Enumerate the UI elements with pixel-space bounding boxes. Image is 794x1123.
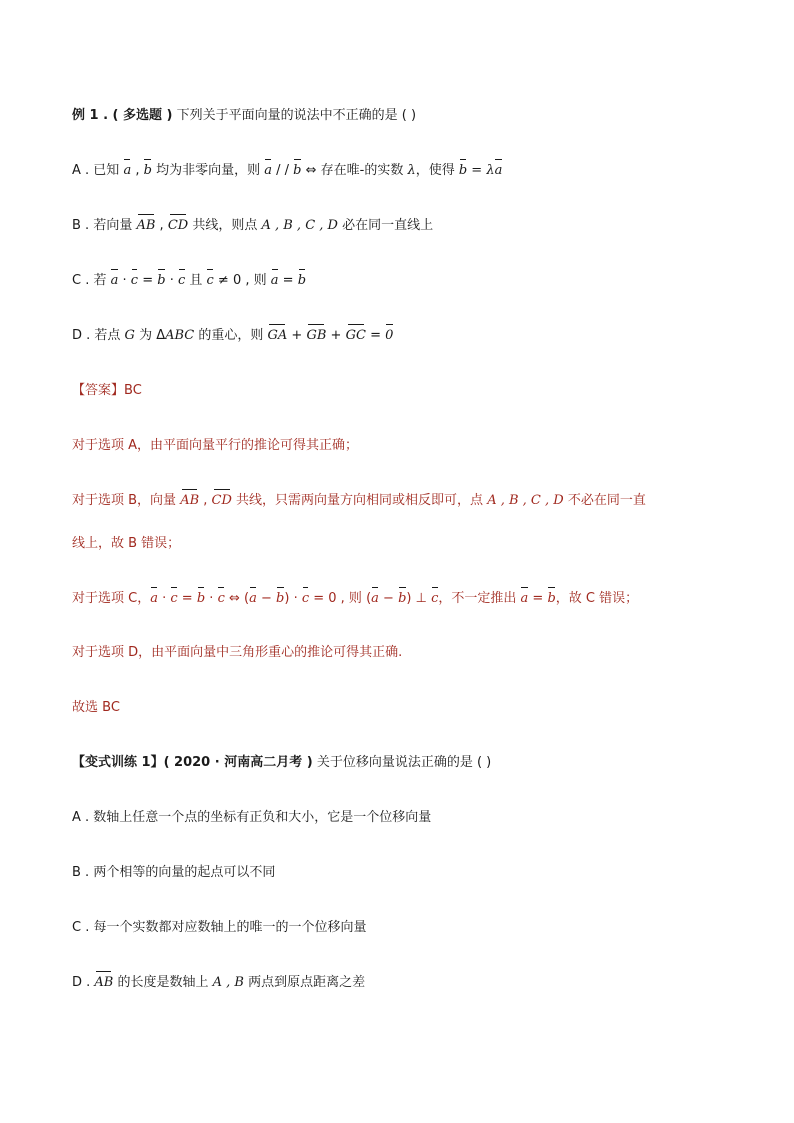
vector-c: c (301, 591, 310, 606)
vector-a: a (249, 591, 257, 606)
dot-operator: · (165, 273, 178, 288)
vector-c: c (177, 273, 186, 288)
vector-b: b (398, 591, 407, 606)
vector-c: c (206, 273, 214, 288)
vector-b: b (276, 591, 285, 606)
vector-a: a (123, 163, 132, 178)
vector-b: b (458, 163, 468, 178)
vector-b: b (293, 163, 302, 178)
zero-vector: 0 (385, 328, 394, 343)
explanation-b-text: 共线，只需两向量方向相同或相反即可，点 (231, 493, 488, 508)
plus-sign: + (326, 328, 346, 343)
option-c (72, 272, 306, 290)
point-g: G (124, 328, 135, 343)
practice-option-b: B . 两个相等的向量的起点可以不同 (72, 865, 276, 880)
example-label: 例 1 . ( 多选题 ) (72, 108, 173, 123)
vector-a: a (270, 273, 279, 288)
option-a-text: = λ (467, 163, 495, 178)
example-title (72, 107, 416, 125)
explanation-c-text: ，故 C 错误； (555, 591, 639, 606)
practice-option-d-text: 的长度是数轴上 (113, 975, 213, 990)
vector-b: b (547, 591, 556, 606)
option-c-text: ≠ 0 , 则 (213, 273, 271, 288)
vector-a: a (520, 591, 529, 606)
practice-option-d-text: D . (72, 975, 95, 990)
explanation-b-text: 不必在同一直 (563, 493, 646, 508)
option-b-text: 必在同一直线上 (337, 218, 434, 233)
option-a-text: ⇔ 存在唯-的实数 (301, 163, 408, 178)
vector-c: c (130, 273, 139, 288)
conclusion: 故选 BC (72, 700, 120, 715)
triangle-abc: ABC (165, 328, 195, 343)
equals-sign: = (138, 273, 158, 288)
option-d-text: 的重心，则 (194, 328, 268, 343)
option-d-text: 为 Δ (134, 328, 166, 343)
points-abcd: A , B , C , D (487, 493, 564, 508)
explanation-b-line1 (72, 492, 646, 510)
vector-c: c (170, 591, 178, 606)
vector-c: c (217, 591, 225, 606)
option-d (72, 327, 393, 345)
dot-operator: · (118, 273, 131, 288)
option-b-text: 共线，则点 (188, 218, 262, 233)
explanation-b-line2: 线上，故 B 错误； (72, 536, 181, 551)
practice-option-c: C . 每一个实数都对应数轴上的唯一的一个位移向量 (72, 920, 367, 935)
option-a-text: , (131, 163, 144, 178)
option-b (72, 217, 433, 235)
minus-sign: − (378, 591, 399, 606)
explanation-c-text: = 0 , 则 ( (309, 591, 372, 606)
plus-sign: + (287, 328, 307, 343)
vector-cd: CD (167, 218, 189, 233)
option-a-text: 均为非零向量，则 (151, 163, 265, 178)
option-a (72, 162, 502, 180)
dot-operator: · (157, 591, 171, 606)
equivalence-symbol: ⇔ ( (224, 591, 250, 606)
practice-option-a: A . 数轴上任意一个点的坐标有正负和大小，它是一个位移向量 (72, 810, 432, 825)
parallel-symbol: / / (271, 163, 294, 178)
lambda-symbol: λ (407, 163, 416, 178)
explanation-b-text: , (199, 493, 212, 508)
vector-a: a (371, 591, 379, 606)
vector-cd: CD (211, 493, 232, 508)
practice-label: 【变式训练 1】( 2020 · 河南高二月考 ) (72, 755, 313, 770)
minus-sign: − (256, 591, 277, 606)
option-d-text: D . 若点 (72, 328, 125, 343)
vector-gc: GC (345, 328, 366, 343)
option-a-text: ，使得 (415, 163, 459, 178)
answer-label: 【答案】BC (72, 383, 142, 398)
vector-gb: GB (306, 328, 327, 343)
explanation-c-text: 对于选项 C， (72, 591, 151, 606)
option-b-text: , (155, 218, 168, 233)
explanation-d: 对于选项 D，由平面向量中三角形重心的推论可得其正确. (72, 645, 403, 660)
vector-b: b (196, 591, 206, 606)
vector-a: a (150, 591, 158, 606)
practice-question: 关于位移向量说法正确的是 ( ) (312, 755, 492, 770)
vector-ab: AB (94, 975, 114, 990)
vector-b: b (143, 163, 152, 178)
option-a-text: A . 已知 (72, 163, 124, 178)
equals-sign: = (365, 328, 386, 343)
practice-option-d (72, 974, 365, 992)
vector-b: b (157, 273, 166, 288)
explanation-c (72, 590, 638, 608)
equals-sign: = (177, 591, 197, 606)
vector-ab: AB (136, 218, 156, 233)
option-b-text: B . 若向量 (72, 218, 137, 233)
practice-option-d-text: 两点到原点距离之差 (243, 975, 366, 990)
vector-a: a (110, 273, 119, 288)
option-c-text: 且 (185, 273, 207, 288)
points-abcd: A , B , C , D (261, 218, 338, 233)
vector-ga: GA (267, 328, 288, 343)
example-question: 下列关于平面向量的说法中不正确的是 ( ) (172, 108, 417, 123)
option-c-text: C . 若 (72, 273, 111, 288)
vector-c: c (431, 591, 439, 606)
vector-a: a (494, 163, 503, 178)
explanation-b-text: 对于选项 B，向量 (72, 493, 181, 508)
explanation-a: 对于选项 A，由平面向量平行的推论可得其正确； (72, 438, 359, 453)
equals-sign: = (528, 591, 548, 606)
vector-a: a (264, 163, 272, 178)
equals-sign: = (278, 273, 298, 288)
points-ab: A , B (212, 975, 244, 990)
vector-b: b (297, 273, 307, 288)
practice-title (72, 754, 491, 772)
explanation-c-text: ，不一定推出 (438, 591, 521, 606)
perpendicular-symbol: ) ⊥ (406, 591, 432, 606)
dot-operator: · (205, 591, 218, 606)
dot-operator: ) · (284, 591, 302, 606)
vector-ab: AB (180, 493, 200, 508)
